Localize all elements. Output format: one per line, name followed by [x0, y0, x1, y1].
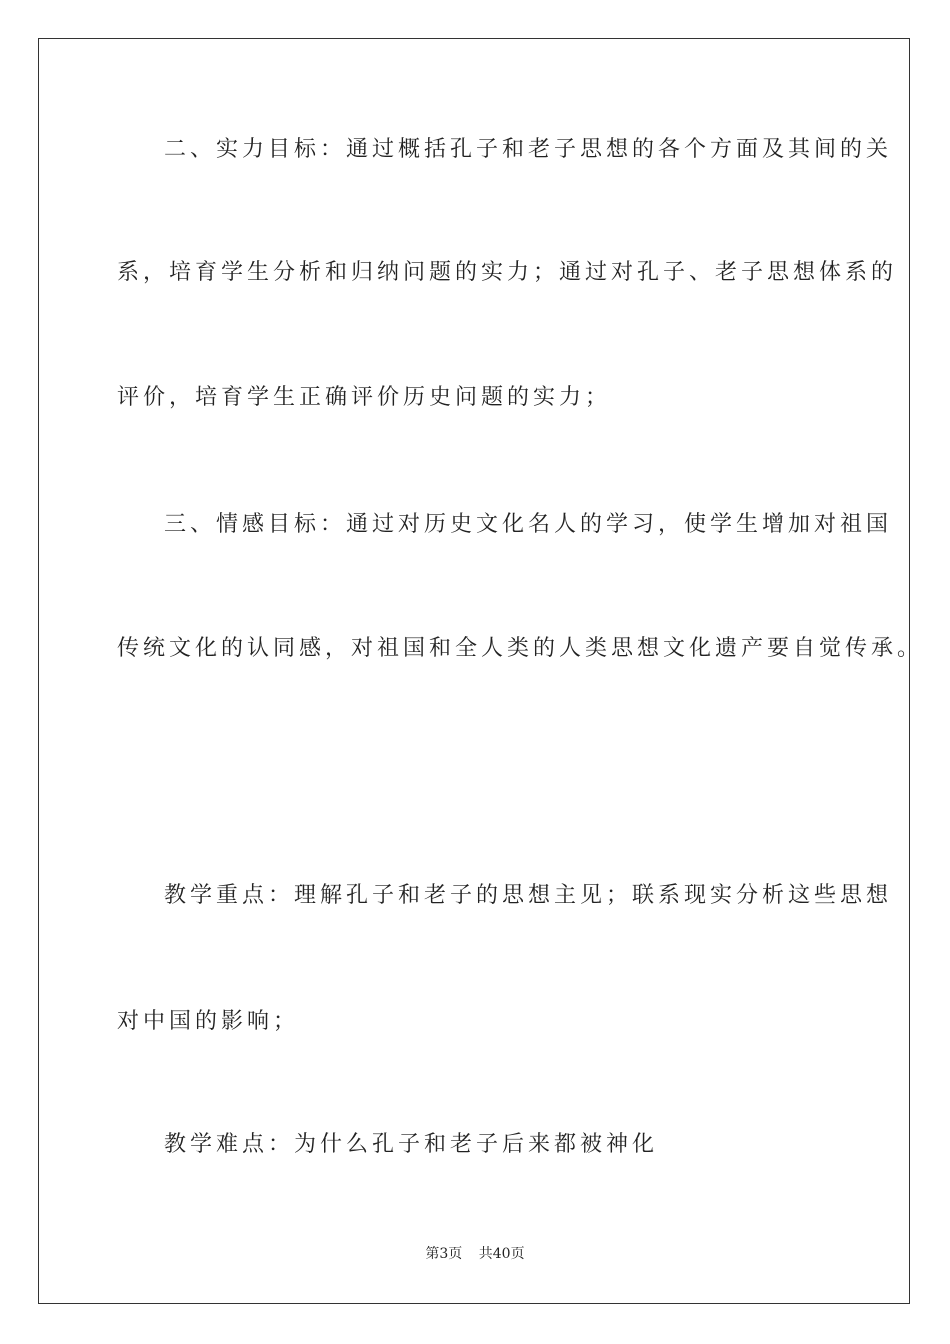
page-footer [0, 1244, 950, 1264]
paragraph-line-2: 系，培育学生分析和归纳问题的实力；通过对孔子、老子思想体系的 [117, 260, 898, 285]
paragraph-line-6: 教学重点：理解孔子和老子的思想主见；联系现实分析这些思想 [164, 883, 893, 908]
paragraph-line-7: 对中国的影响； [117, 1009, 300, 1034]
paragraph-line-3: 评价，培育学生正确评价历史问题的实力； [117, 385, 612, 410]
paragraph-line-1: 二、实力目标：通过概括孔子和老子思想的各个方面及其间的关 [164, 137, 893, 162]
page-number-total: 共40页 [478, 1246, 525, 1262]
page-border [38, 38, 910, 1304]
paragraph-line-5: 传统文化的认同感，对祖国和全人类的人类思想文化遗产要自觉传承。 [117, 636, 924, 661]
paragraph-line-8: 教学难点：为什么孔子和老子后来都被神化 [164, 1132, 659, 1157]
paragraph-line-4: 三、情感目标：通过对历史文化名人的学习，使学生增加对祖国 [164, 512, 893, 537]
page-number-current: 第3页 [425, 1246, 463, 1262]
